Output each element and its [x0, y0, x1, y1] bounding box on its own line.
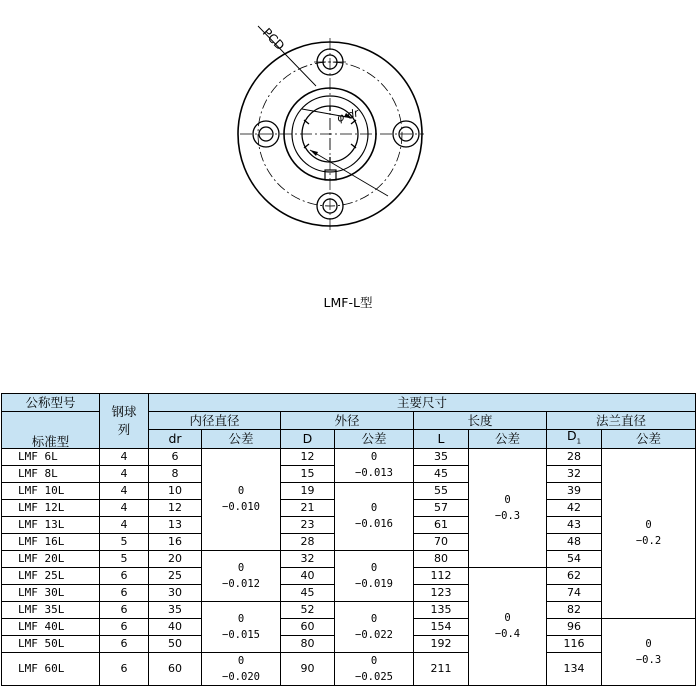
header-L: L	[414, 430, 469, 449]
cell-dr: 6	[149, 448, 202, 465]
cell-tol-L	[469, 448, 547, 567]
cell-balls: 6	[100, 652, 149, 685]
tol-lower: −0.4	[494, 628, 521, 640]
cell-tol-D	[335, 601, 414, 652]
cell-L: 123	[414, 584, 469, 601]
cell-D1: 48	[547, 533, 602, 550]
cell-model: LMF 35L	[2, 601, 100, 618]
cell-D1: 42	[547, 499, 602, 516]
cell-L: 135	[414, 601, 469, 618]
dr-label: φ dr	[335, 106, 361, 125]
cell-dr: 25	[149, 567, 202, 584]
cell-D: 21	[281, 499, 335, 516]
header-flange-dia: 法兰直径	[547, 412, 696, 430]
table-row	[2, 448, 696, 465]
cell-model: LMF 40L	[2, 618, 100, 635]
tol-lower: −0.025	[355, 670, 393, 683]
cell-D: 32	[281, 550, 335, 567]
cell-D1: 116	[547, 635, 602, 652]
cell-D1: 134	[547, 652, 602, 685]
tol-lower: −0.015	[222, 628, 260, 641]
header-D1-main: D	[566, 429, 577, 443]
cell-dr: 35	[149, 601, 202, 618]
header-inner-dia: 内径直径	[149, 412, 281, 430]
cell-D1: 62	[547, 567, 602, 584]
cell-balls: 6	[100, 584, 149, 601]
cell-balls: 5	[100, 550, 149, 567]
cell-D: 80	[281, 635, 335, 652]
header-D1	[547, 430, 602, 449]
cell-tol-L	[469, 567, 547, 685]
cell-balls: 6	[100, 618, 149, 635]
cell-balls: 6	[100, 601, 149, 618]
header-main-dims: 主要尺寸	[149, 394, 696, 412]
cell-L: 211	[414, 652, 469, 685]
cell-model: LMF 20L	[2, 550, 100, 567]
cell-tol-D	[335, 482, 414, 550]
cell-dr: 60	[149, 652, 202, 685]
cell-balls: 4	[100, 499, 149, 516]
cell-L: 192	[414, 635, 469, 652]
cell-dr: 50	[149, 635, 202, 652]
cell-model: LMF 12L	[2, 499, 100, 516]
tol-upper: 0	[645, 637, 652, 650]
tol-lower: −0.3	[494, 509, 521, 522]
tol-upper: 0	[370, 561, 378, 574]
cell-L: 45	[414, 465, 469, 482]
cell-L: 154	[414, 618, 469, 635]
cell-D: 40	[281, 567, 335, 584]
header-tol-L: 公差	[469, 430, 547, 449]
tol-upper: 0	[645, 519, 652, 531]
pcd-label: PCD	[259, 25, 288, 53]
tol-upper: 0	[237, 654, 245, 667]
cell-L: 57	[414, 499, 469, 516]
cell-tol-dr	[202, 550, 281, 601]
cell-D1: 32	[547, 465, 602, 482]
tol-upper: 0	[370, 612, 378, 625]
table-row	[2, 550, 696, 567]
tol-upper: 0	[237, 485, 245, 497]
dr-dimension-line	[310, 150, 388, 196]
cell-D1: 43	[547, 516, 602, 533]
cell-model: LMF 25L	[2, 567, 100, 584]
header-tol-D1: 公差	[602, 430, 696, 449]
cell-dr: 8	[149, 465, 202, 482]
cell-D: 15	[281, 465, 335, 482]
cell-dr: 30	[149, 584, 202, 601]
tol-lower: −0.2	[635, 535, 662, 547]
cell-balls: 4	[100, 465, 149, 482]
cell-model: LMF 10L	[2, 482, 100, 499]
cell-balls: 5	[100, 533, 149, 550]
tol-lower: −0.010	[222, 501, 260, 513]
cell-L: 80	[414, 550, 469, 567]
cell-L: 55	[414, 482, 469, 499]
tol-upper: 0	[237, 612, 245, 625]
cell-D: 52	[281, 601, 335, 618]
cell-balls: 4	[100, 482, 149, 499]
cell-D: 45	[281, 584, 335, 601]
cell-tol-D	[335, 652, 414, 685]
tol-lower: −0.013	[355, 467, 393, 479]
cell-D: 90	[281, 652, 335, 685]
tol-upper: 0	[504, 612, 511, 624]
drawing-caption: LMF-L型	[323, 295, 373, 310]
cell-D1: 82	[547, 601, 602, 618]
table-row	[2, 601, 696, 618]
cell-L: 35	[414, 448, 469, 465]
flange-drawing	[0, 0, 696, 300]
cell-tol-dr	[202, 652, 281, 685]
tol-upper: 0	[237, 561, 245, 574]
cell-balls: 6	[100, 567, 149, 584]
tol-upper: 0	[370, 502, 378, 514]
cell-dr: 10	[149, 482, 202, 499]
cell-dr: 16	[149, 533, 202, 550]
tol-lower: −0.020	[222, 670, 260, 683]
cell-tol-D1	[602, 448, 696, 618]
cell-D1: 74	[547, 584, 602, 601]
cell-D: 19	[281, 482, 335, 499]
cell-tol-D	[335, 550, 414, 601]
tol-lower: −0.012	[222, 577, 260, 590]
cell-dr: 40	[149, 618, 202, 635]
table-row	[2, 652, 696, 685]
cell-D1: 96	[547, 618, 602, 635]
cell-L: 61	[414, 516, 469, 533]
header-dr: dr	[149, 430, 202, 449]
cell-dr: 20	[149, 550, 202, 567]
header-model-bottom: 标准型	[2, 412, 100, 449]
cell-dr: 13	[149, 516, 202, 533]
header-balls	[100, 394, 149, 449]
cell-balls: 4	[100, 516, 149, 533]
header-length: 长度	[414, 412, 547, 430]
cell-D: 23	[281, 516, 335, 533]
cell-dr: 12	[149, 499, 202, 516]
cell-model: LMF 16L	[2, 533, 100, 550]
cell-D1: 28	[547, 448, 602, 465]
header-model-top: 公称型号	[2, 394, 100, 412]
header-D: D	[281, 430, 335, 449]
cell-tol-D	[335, 448, 414, 482]
tol-lower: −0.019	[355, 577, 393, 590]
cell-tol-dr	[202, 448, 281, 550]
dimension-table	[1, 393, 696, 686]
cell-model: LMF 50L	[2, 635, 100, 652]
cell-D: 12	[281, 448, 335, 465]
header-balls-text: 钢球列	[111, 403, 137, 437]
cell-D: 28	[281, 533, 335, 550]
tol-lower: −0.016	[355, 518, 393, 530]
cell-model: LMF 8L	[2, 465, 100, 482]
cell-D: 60	[281, 618, 335, 635]
tol-upper: 0	[504, 493, 511, 506]
cell-D1: 54	[547, 550, 602, 567]
cell-balls: 4	[100, 448, 149, 465]
table-row	[2, 482, 696, 499]
cell-D1: 39	[547, 482, 602, 499]
cell-L: 112	[414, 567, 469, 584]
tol-lower: −0.022	[355, 628, 393, 641]
cell-balls: 6	[100, 635, 149, 652]
cell-model: LMF 13L	[2, 516, 100, 533]
cell-model: LMF 60L	[2, 652, 100, 685]
header-D1-sub: 1	[576, 437, 582, 446]
tol-lower: −0.3	[635, 653, 662, 666]
cell-model: LMF 6L	[2, 448, 100, 465]
cell-L: 70	[414, 533, 469, 550]
header-tol-D: 公差	[335, 430, 414, 449]
cell-tol-dr	[202, 601, 281, 652]
cell-tol-D1	[602, 618, 696, 685]
tol-upper: 0	[370, 451, 378, 463]
header-tol-dr: 公差	[202, 430, 281, 449]
cell-model: LMF 30L	[2, 584, 100, 601]
tol-upper: 0	[370, 654, 378, 667]
header-outer-dia: 外径	[281, 412, 414, 430]
